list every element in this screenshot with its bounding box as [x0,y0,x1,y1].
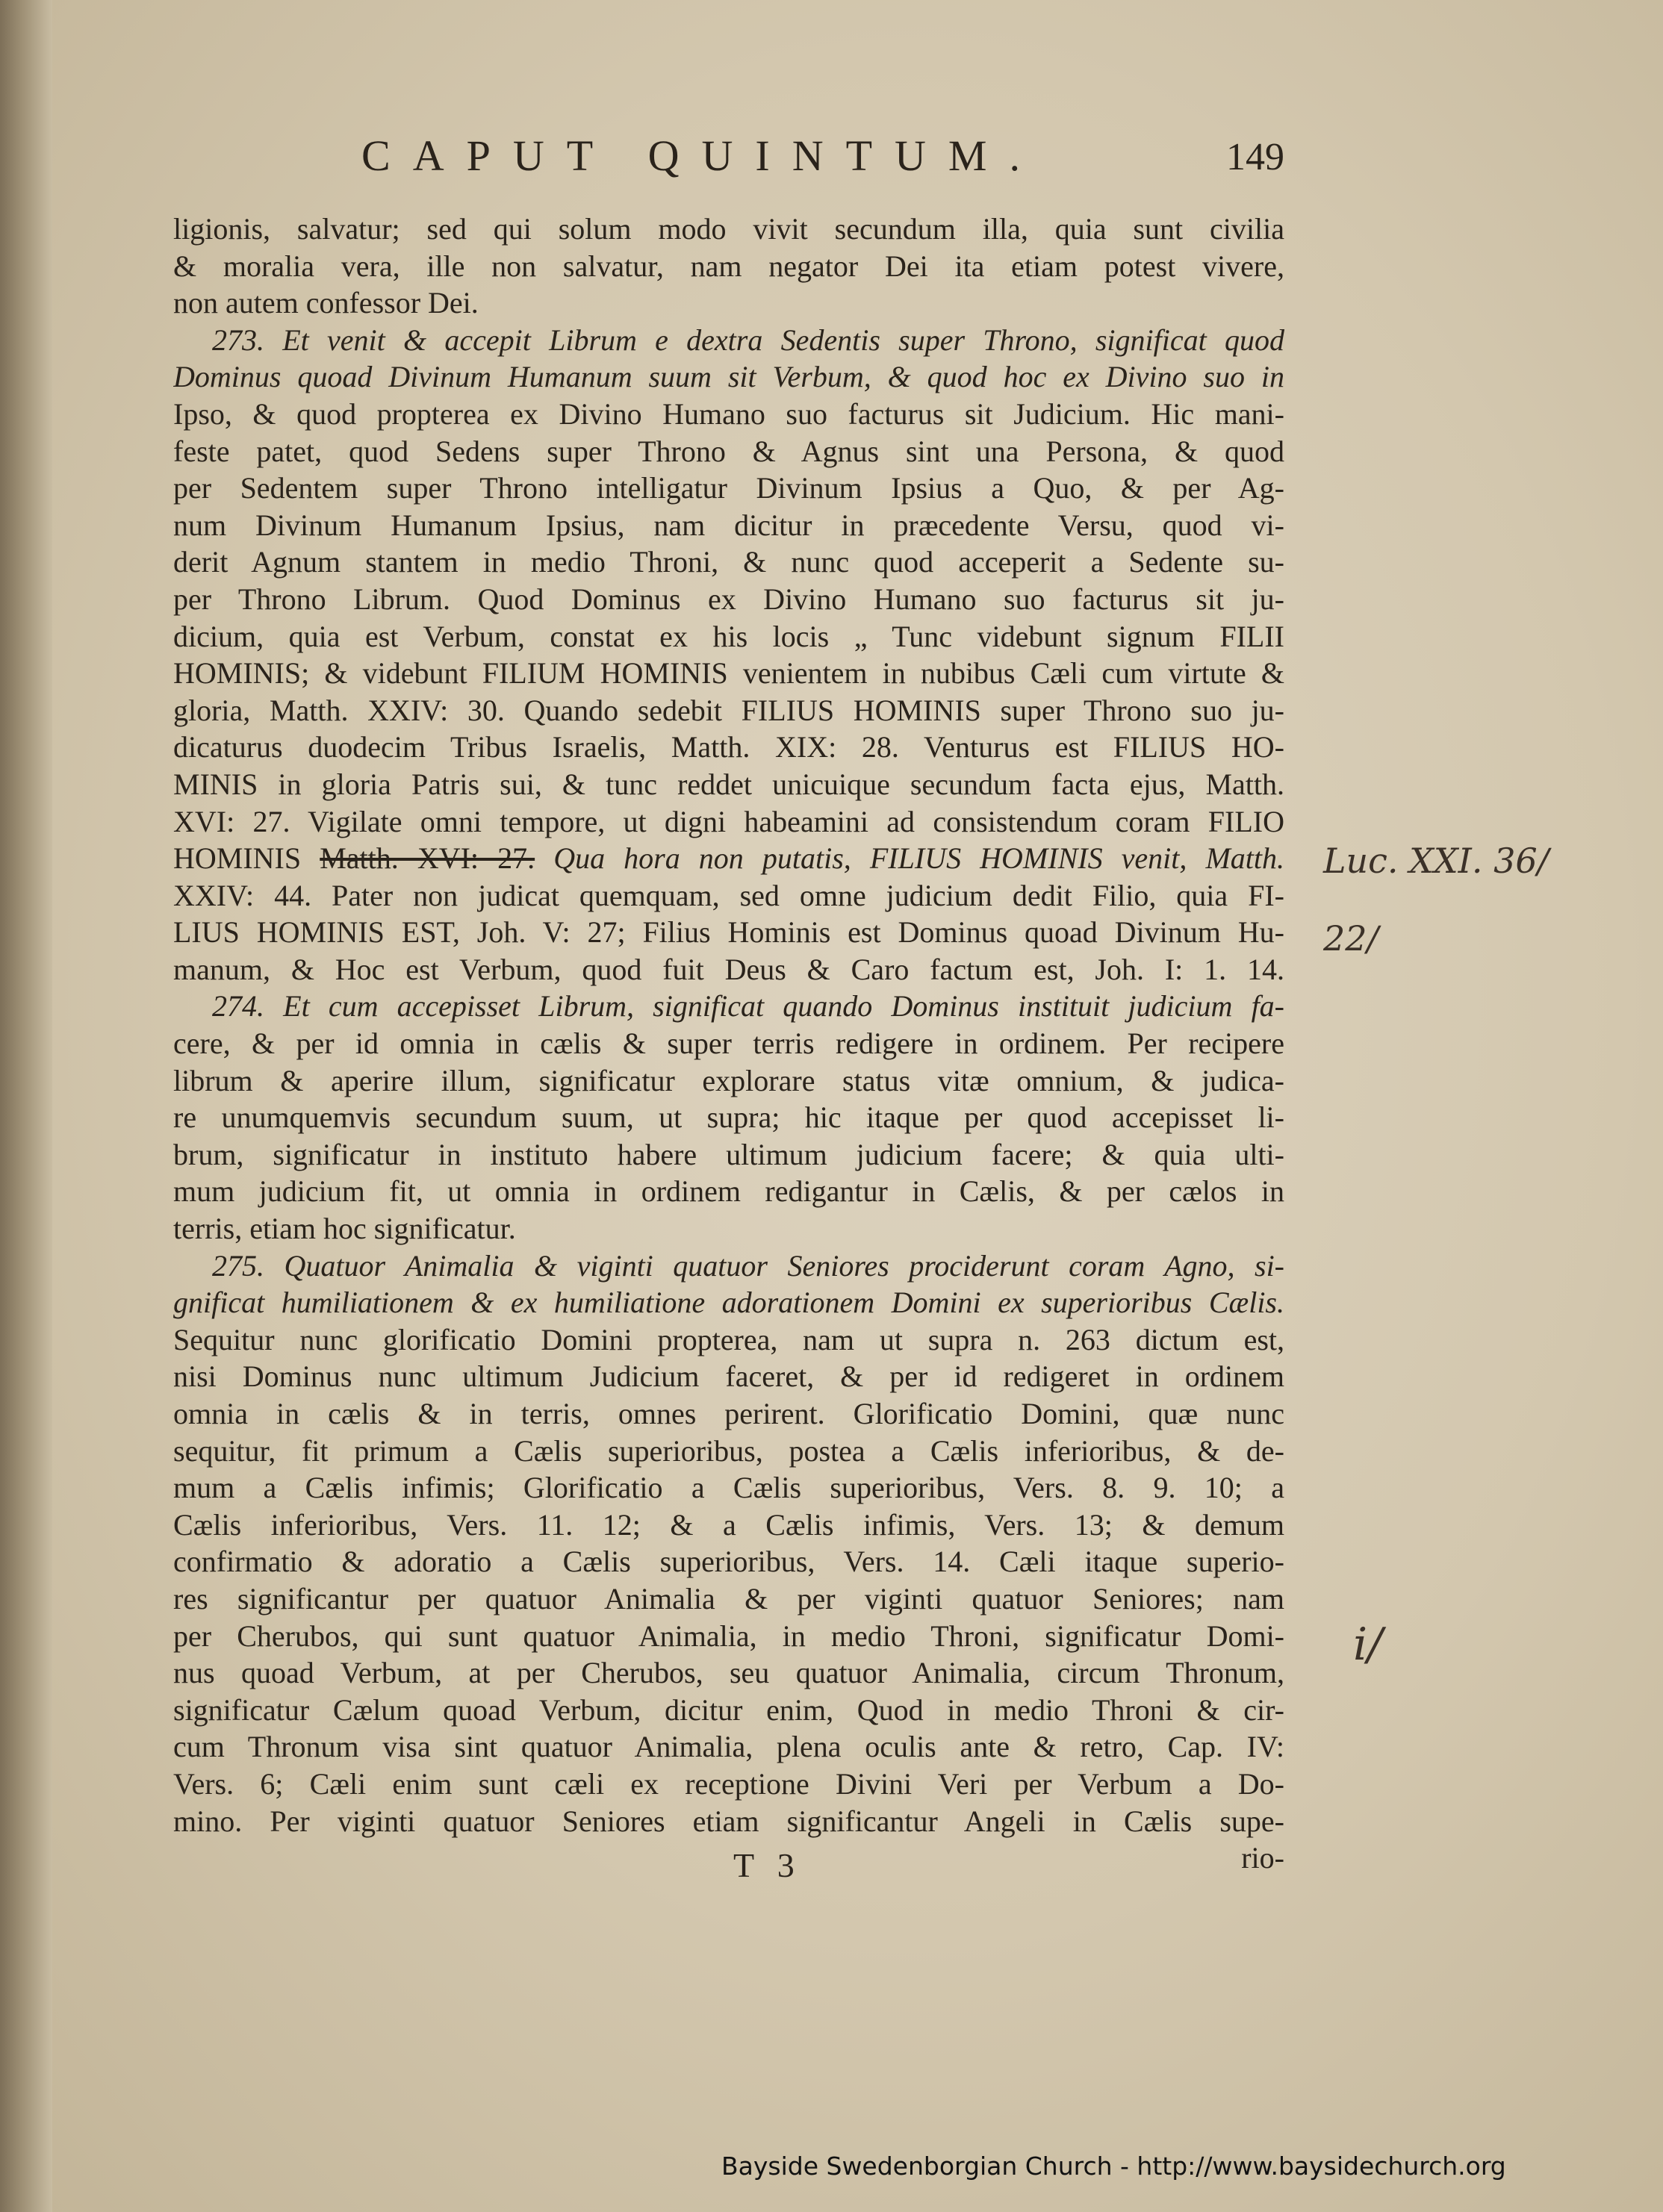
body-text [173,211,1284,1877]
handwritten-margin-note: 22/ [1323,918,1379,959]
text-line: cum Thronum visa sint quatuor Animalia, plena oculis ante & retro, Cap. IV: [173,1730,1284,1764]
text-line: derit Agnum stantem in medio Throni, & nunc quod acceperit a Sedente su- [173,545,1284,579]
text-line: per Cherubos, qui sunt quatuor Animalia, in medio Throni, significatur Domi- [173,1619,1284,1653]
text-line: Ipso, & quod propterea ex Divino Humano suo facturus sit Judicium. Hic mani- [173,396,1284,431]
text-line: ligionis, salvatur; sed qui solum modo vivit secundum illa, quia sunt civilia [173,212,1284,246]
text-line: HOMINIS; & videbunt FILIUM HOMINIS venientem in nubibus Cæli cum virtute & [173,656,1284,691]
text-line-with-strikeout [173,840,1284,877]
text-line: Sequitur nunc glorificatio Domini propterea, nam ut supra n. 263 dictum est, [173,1322,1284,1356]
text-line: manum, & Hoc est Verbum, quod fuit Deus & Caro factum est, Joh. I: 1. 14. [173,952,1284,986]
text-line: brum, significatur in instituto habere ultimum judicium facere; & quia ulti- [173,1137,1284,1171]
text-line: per Throno Librum. Quod Dominus ex Divino Humano suo facturus sit ju- [173,582,1284,616]
text-line: cere, & per id omnia in cælis & super terris redigere in ordinem. Per recipere [173,1026,1284,1061]
text-line: Dominus quoad Divinum Humanum suum sit Verbum, & quod hoc ex Divino suo in [173,360,1284,394]
text-line: librum & aperire illum, significatur explorare status vitæ omnium, & judica- [173,1063,1284,1097]
text-line: dicaturus duodecim Tribus Israelis, Matth. XIX: 28. Venturus est FILIUS HO- [173,730,1284,764]
text-line: Cælis inferioribus, Vers. 11. 12; & a Cælis infimis, Vers. 13; & demum [173,1507,1284,1542]
section-273-start: 273. Et venit & accepit Librum e dextra Sedentis super Throno, significat quod [212,323,1284,357]
text-line: & moralia vera, ille non salvatur, nam negator Dei ita etiam potest vivere, [173,249,1284,283]
text-line: per Sedentem super Throno intelligatur Divinum Ipsius a Quo, & per Ag- [173,471,1284,505]
struck-out-reference: Matth. XVI: 27. [320,841,535,876]
page-header [172,131,1284,190]
text-line: terris, etiam hoc significatur. [173,1212,516,1246]
text-line: non autem confessor Dei. [173,286,479,320]
section-274-start: 274. Et cum accepisset Librum, significat quando Dominus instituit judicium fa- [212,989,1284,1024]
page-number: 149 [1226,136,1284,178]
running-title: CAPUT QUINTUM. [361,131,1042,180]
line17-after: Qua hora non putatis, FILIUS HOMINIS venit, Matth. [535,841,1284,876]
binding-gutter [0,0,52,2212]
signature-mark: T 3 [733,1846,802,1884]
text-line: nisi Dominus nunc ultimum Judicium faceret, & per id redigeret in ordinem [173,1359,1284,1394]
text-line: feste patet, quod Sedens super Throno & Agnus sint una Persona, & quod [173,434,1284,468]
text-line: Vers. 6; Cæli enim sunt cæli ex receptione Divini Veri per Verbum a Do- [173,1766,1284,1801]
text-line: mino. Per viginti quatuor Seniores etiam significantur Angeli in Cælis supe- [173,1804,1284,1838]
text-line: nus quoad Verbum, at per Cherubos, seu quatuor Animalia, circum Thronum, [173,1656,1284,1690]
text-line: omnia in cælis & in terris, omnes perirent. Glorificatio Domini, quæ nunc [173,1397,1284,1430]
text-line: dicium, quia est Verbum, constat ex his locis „ Tunc videbunt signum FILII [173,619,1284,653]
text-line: XVI: 27. Vigilate omni tempore, ut digni habeamini ad consistendum coram FILIO [173,804,1284,838]
text-line: num Divinum Humanum Ipsius, nam dicitur in præcedente Versu, quod vi- [173,508,1284,542]
catchword: rio- [1241,1841,1284,1875]
source-credit: Bayside Swedenborgian Church - http://www.baysidechurch.org [721,2152,1506,2181]
text-line: MINIS in gloria Patris sui, & tunc reddet unicuique secundum facta ejus, Matth. [173,767,1284,801]
handwritten-margin-note: i/ [1353,1619,1383,1671]
text-line: re unumquemvis secundum suum, ut supra; hic itaque per quod accepisset li- [173,1100,1284,1135]
section-275-start: 275. Quatuor Animalia & viginti quatuor Seniores prociderunt coram Agno, si- [212,1248,1284,1283]
text-line: mum judicium fit, ut omnia in ordinem redigantur in Cælis, & per cælos in [173,1174,1284,1209]
text-line: XXIV: 44. Pater non judicat quemquam, sed omne judicium dedit Filio, quia FI- [173,878,1284,912]
text-line: significatur Cælum quoad Verbum, dicitur enim, Quod in medio Throni & cir- [173,1692,1284,1727]
line17-before: HOMINIS [173,841,320,876]
text-line: confirmatio & adoratio a Cælis superioribus, Vers. 14. Cæli itaque superio- [173,1545,1284,1579]
text-line: mum a Cælis infimis; Glorificatio a Cælis superioribus, Vers. 8. 9. 10; a [173,1471,1284,1505]
text-line: sequitur, fit primum a Cælis superioribus, postea a Cælis inferioribus, & de- [173,1433,1284,1468]
text-line: gnificat humiliationem & ex humiliatione adorationem Domini ex superioribus Cælis. [173,1286,1284,1320]
text-line: LIUS HOMINIS EST, Joh. V: 27; Filius Hominis est Dominus quoad Divinum Hu- [173,915,1284,950]
text-line: gloria, Matth. XXIV: 30. Quando sedebit FILIUS HOMINIS super Throno suo ju- [173,693,1284,727]
text-line: res significantur per quatuor Animalia & per viginti quatuor Seniores; nam [173,1581,1284,1616]
handwritten-margin-note: Luc. XXI. 36/ [1323,841,1549,881]
